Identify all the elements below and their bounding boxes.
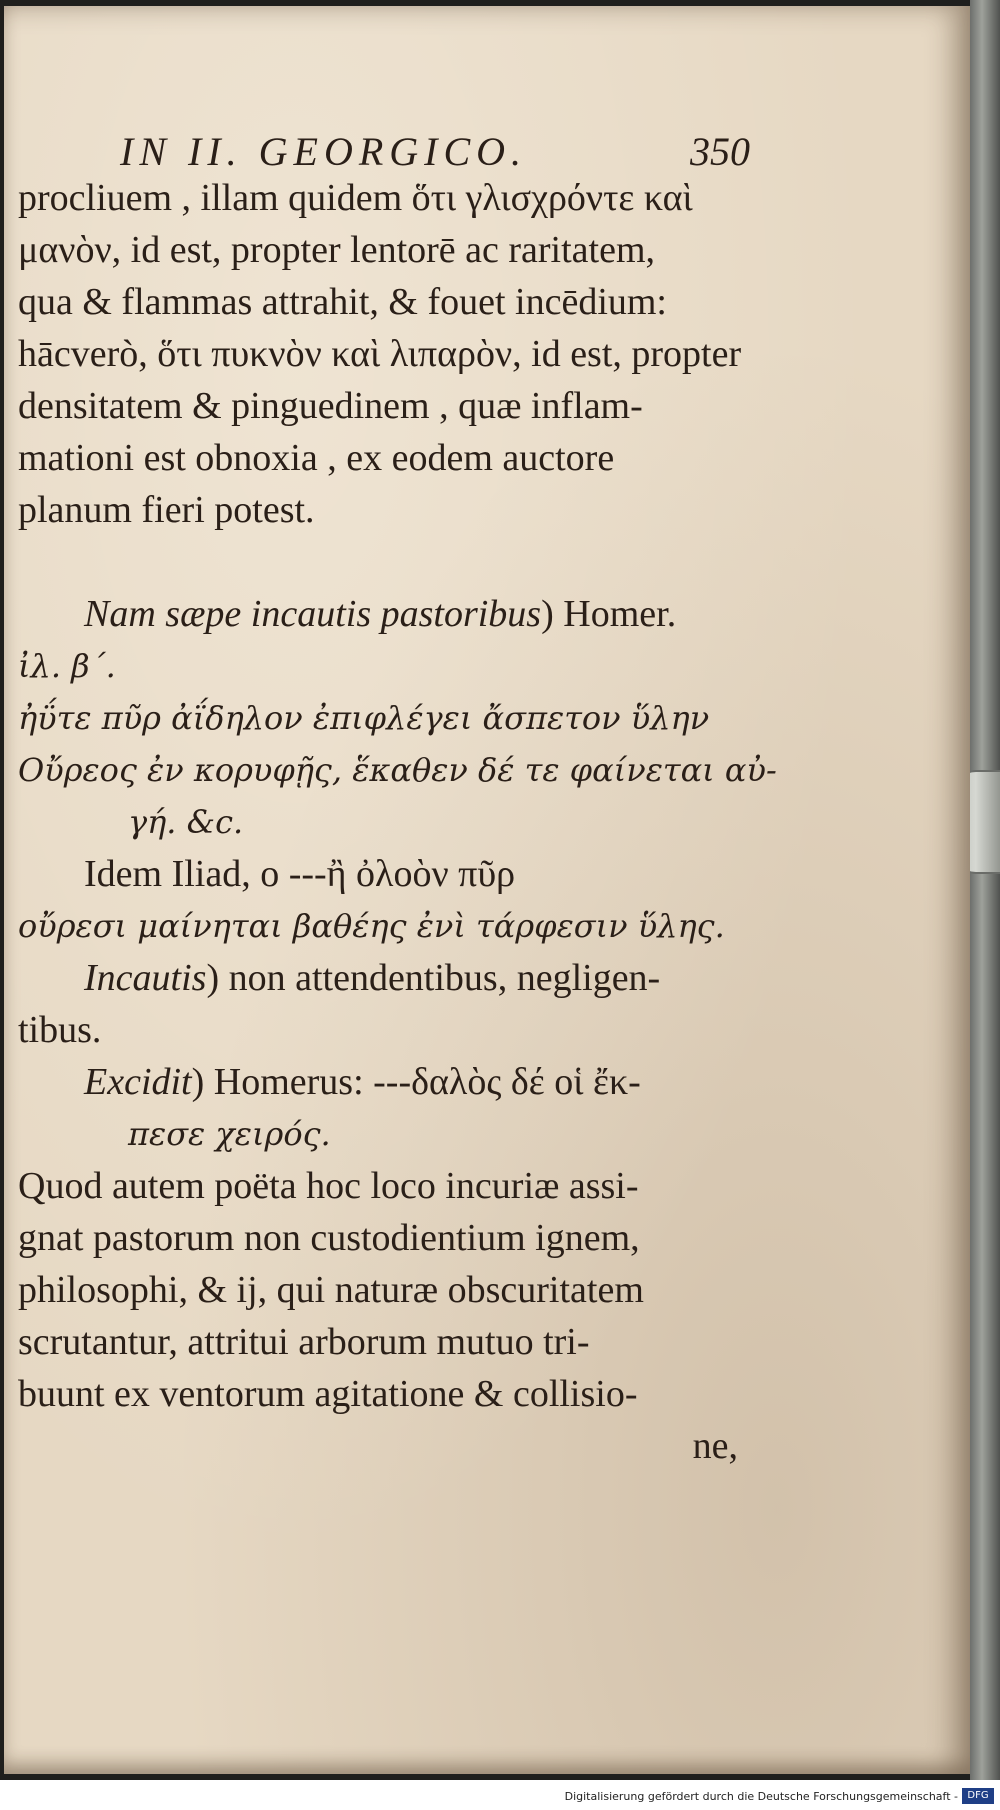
text-line: philosophi, & ij, qui naturæ obscuritatem — [18, 1269, 644, 1311]
footer-bar — [0, 1782, 1000, 1810]
text-line: planum fieri potest. — [18, 489, 315, 531]
line-text: ) Homer. — [541, 593, 677, 635]
text-line: Οὔρεος ἐν κορυφῇς, ἕκαθεν δέ τε φαίνεται αὐ- — [18, 751, 777, 789]
book-fore-edge — [970, 0, 1000, 1780]
running-head: IN II. GEORGICO. — [120, 129, 528, 174]
italic-lemma: Incautis — [84, 957, 207, 999]
text-line: ἠΰτε πῦρ ἀΐδηλον ἐπιφλέγει ἄσπετον ὕλην — [18, 699, 710, 737]
text-line: Idem Iliad, ο ---ἢ ὀλοὸν πῦρ — [84, 853, 516, 895]
dfg-logo: DFG — [962, 1788, 994, 1804]
text-line: qua & flammas attrahit, & fouet incēdium: — [18, 281, 667, 323]
text-line: buunt ex ventorum agitatione & collisio- — [18, 1373, 638, 1415]
line-text: ) Homerus: ---δαλὸς δέ οἱ ἔκ- — [191, 1061, 641, 1103]
text-line: οὔρεσι μαίνηται βαθέης ἐνὶ τάρφεσιν ὕλης. — [18, 907, 725, 945]
text-line: gnat pastorum non custodientium ignem, — [18, 1217, 640, 1259]
text-line: mationi est obnoxia , ex eodem auctore — [18, 437, 615, 479]
text-line: μανὸν, id est, propter lentorē ac raritatem, — [18, 229, 656, 271]
line-text: ) non attendentibus, negligen- — [206, 957, 661, 999]
text-line: hācverò, ὅτι πυκνὸν καὶ λιπαρὸν, id est, propter — [18, 333, 742, 375]
text-line: ne, — [692, 1425, 738, 1467]
text-line — [18, 588, 758, 640]
page-number: 350 — [690, 129, 750, 174]
italic-lemma: Nam sæpe incautis pastoribus — [84, 593, 542, 635]
text-line: πεσε χειρός. — [128, 1115, 331, 1153]
text-line: densitatem & pinguedinem , quæ inflam- — [18, 385, 643, 427]
text-line: scrutantur, attritui arborum mutuo tri- — [18, 1321, 590, 1363]
text-line — [18, 1056, 758, 1108]
text-line: γή. &c. — [128, 803, 244, 841]
text-line: ἰλ. β΄. — [18, 647, 116, 685]
italic-lemma: Excidit — [84, 1061, 192, 1103]
page-body-text — [18, 172, 777, 1472]
text-line — [18, 952, 758, 1004]
text-line: tibus. — [18, 1009, 102, 1051]
funding-credit: Digitalisierung gefördert durch die Deutsche Forschungsgemeinschaft - — [564, 1790, 958, 1803]
text-line: Quod autem poëta hoc loco incuriæ assi- — [18, 1165, 639, 1207]
text-line: procliuem , illam quidem ὅτι γλισχρόντε καὶ — [18, 177, 693, 219]
text-line — [18, 536, 758, 588]
